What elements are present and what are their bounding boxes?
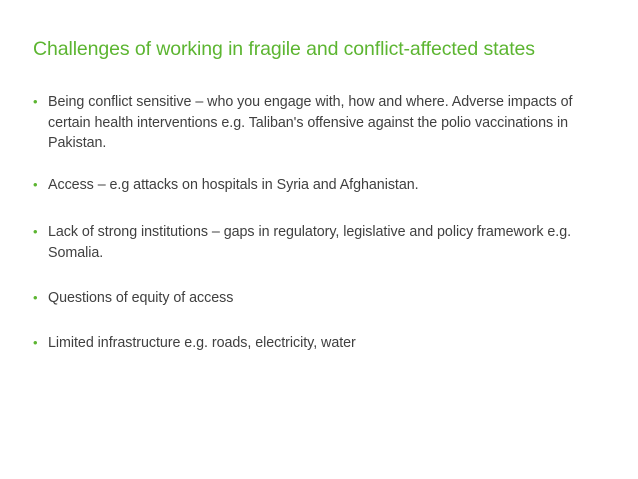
bullet-item <box>33 175 618 196</box>
bullet-icon: • <box>33 177 38 192</box>
bullet-item <box>33 333 618 354</box>
bullet-icon: • <box>33 335 38 350</box>
bullet-text: Being conflict sensitive – who you engage with, how and where. Adverse impacts of certain health interventions e.g. Taliban's offensive against the polio vaccinations in Pakistan. <box>48 94 573 151</box>
bullet-text: Limited infrastructure e.g. roads, electricity, water <box>48 335 356 351</box>
slide-title: Challenges of working in fragile and conflict-affected states <box>33 38 535 60</box>
bullet-text: Access – e.g attacks on hospitals in Syria and Afghanistan. <box>48 177 419 193</box>
bullet-item <box>33 92 618 154</box>
bullet-icon: • <box>33 290 38 305</box>
bullet-text: Questions of equity of access <box>48 290 234 306</box>
bullet-text: Lack of strong institutions – gaps in regulatory, legislative and policy framework e.g. Somalia. <box>48 224 572 261</box>
bullet-item <box>33 288 618 309</box>
bullet-icon: • <box>33 224 38 239</box>
bullet-icon: • <box>33 94 38 109</box>
bullet-item <box>33 222 618 263</box>
